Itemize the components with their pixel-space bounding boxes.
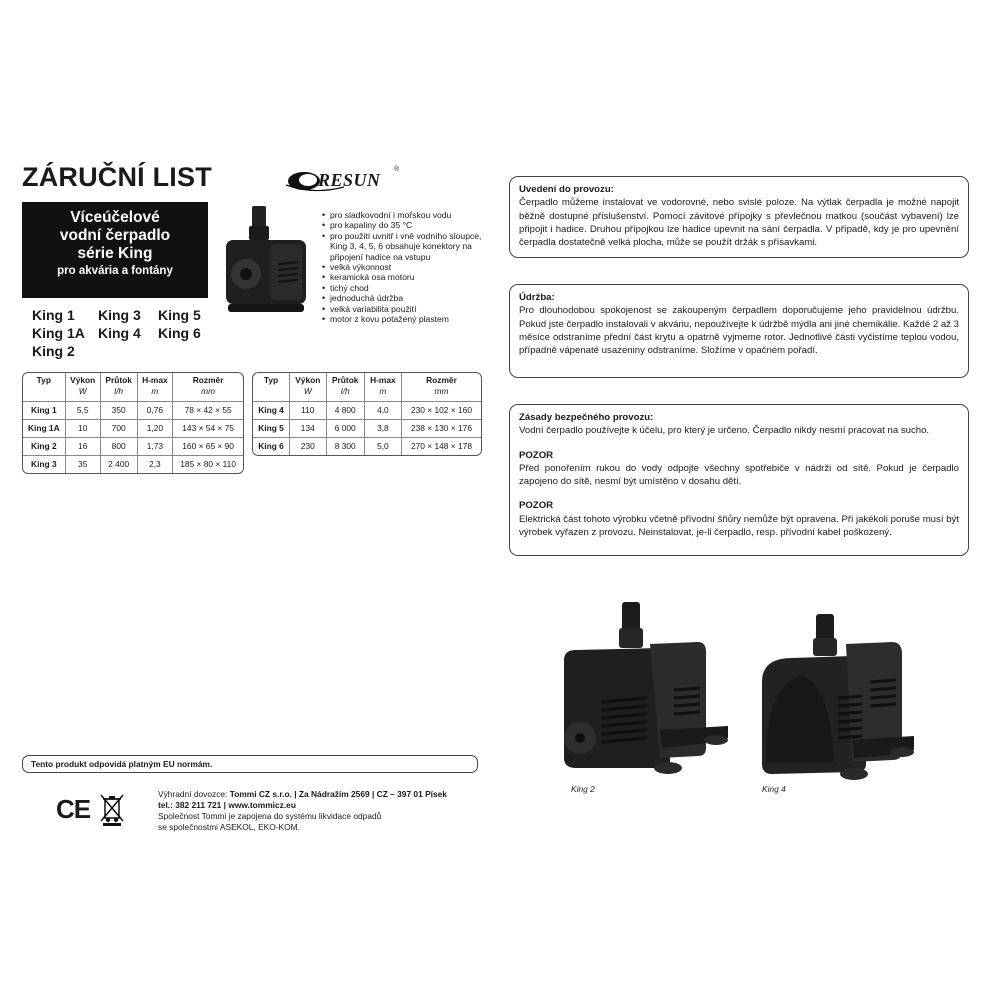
cell-type: King 3 [23,455,65,473]
importer-label: Výhradní dovozce: [158,789,230,799]
cell-flow: 350 [100,401,137,419]
table-row [23,419,243,437]
cell-hmax: 3,8 [364,419,401,437]
cell-type: King 1 [23,401,65,419]
pump-image-small [222,204,314,322]
cell-size: 230 × 102 × 160 [401,401,481,419]
table-row [23,455,243,473]
caption-king2: King 2 [571,784,595,794]
cell-type: King 4 [253,401,290,419]
importer-company: Tommi CZ s.r.o. | Za Nádražím 2569 | CZ – 397 01 Písek [229,789,447,799]
model-king-5: King 5 [158,307,201,323]
model-king-1a: King 1A [32,325,85,341]
importer-info [158,789,488,833]
feature-item: • keramická osa motoru [322,272,490,282]
feature-item: • velká variabilita použití [322,304,490,314]
feature-item: • pro kapaliny do 35 °C [322,220,490,230]
recycling-note-2: se společnostmi ASEKOL, EKO-KOM. [158,822,300,832]
cell-flow: 700 [100,419,137,437]
cell-power: 5,5 [65,401,100,419]
cell-flow: 6 000 [326,419,364,437]
table-row [23,437,243,455]
cell-size: 270 × 148 × 178 [401,437,481,455]
warning-heading: POZOR [519,449,554,461]
product-title-line2: vodní čerpadlo [59,227,171,244]
warning-heading: POZOR [519,500,554,512]
section-heading: Údržba: [519,292,555,303]
spec-table-left [22,372,244,474]
section-heading: Zásady bezpečného provozu: [519,412,654,423]
cell-power: 230 [290,437,327,455]
cell-hmax: 1,73 [137,437,173,455]
cell-power: 10 [65,419,100,437]
feature-item: • tichý chod [322,283,490,293]
product-subtitle: pro akvária a fontány [57,265,173,277]
col-header-size: Rozměr mm [173,373,243,401]
section-text: Vodní čerpadlo používejte k účelu, pro který je určeno. Čerpadlo nikdy nesmí pracovat na sucho. [519,425,930,437]
logo-registered: ® [394,166,400,173]
feature-list [322,210,490,324]
warning-text: Elektrická část tohoto výrobku včetně přívodní šňůry nemůže být opravena. Při jakékoli poruše musí být výrobek vyřazen z provozu. Neinstalovat, je-li čerpadlo, resp. přívodní kabel poškozený. [519,513,959,539]
cell-size: 185 × 80 × 110 [173,455,243,473]
importer-contact: tel.: 382 211 721 | www.tommicz.eu [158,800,296,810]
col-header-flow: Průtok l/h [100,373,137,401]
cell-size: 238 × 130 × 176 [401,419,481,437]
col-header-type: Typ [36,375,51,385]
cell-power: 134 [290,419,327,437]
cell-flow: 8 300 [326,437,364,455]
table-row [253,419,481,437]
product-title-box [22,202,208,298]
startup-section [509,176,969,258]
logo-text: RESUN [318,170,381,190]
table-row [253,437,481,455]
col-header-hmax: H-max m [137,373,173,401]
product-title-line3: série King [77,245,153,262]
model-king-3: King 3 [98,307,141,323]
cell-hmax: 4,0 [364,401,401,419]
warning-text: Před ponořením rukou do vody odpojte všechny spotřebiče v nádrži od sítě. Pokud je čerpadlo zapojeno do sítě, nesmí být umístěno v dosahu dětí. [519,462,959,488]
spec-table-right [252,372,482,456]
cell-power: 35 [65,455,100,473]
page-title: ZÁRUČNÍ LIST [22,162,212,192]
col-header-power: Výkon W [65,373,100,401]
cell-flow: 800 [100,437,137,455]
cell-type: King 5 [253,419,290,437]
cell-type: King 1A [23,419,65,437]
feature-item: • pro sladkovodní i mořskou vodu [322,210,490,220]
eu-compliance-note: Tento produkt odpovídá platným EU normám. [22,755,478,773]
ce-mark-icon: CE [56,794,91,824]
weee-bin-icon [100,793,124,827]
model-king-2: King 2 [32,343,75,359]
feature-item: • jednoduchá údržba [322,293,490,303]
col-header-power: Výkon W [290,373,327,401]
col-header-flow: Průtok l/h [326,373,364,401]
feature-item: • velká výkonnost [322,262,490,272]
model-king-1: King 1 [32,307,75,323]
cell-size: 78 × 42 × 55 [173,401,243,419]
pump-image-king2 [550,598,732,780]
cell-size: 143 × 54 × 75 [173,419,243,437]
cell-hmax: 0,76 [137,401,173,419]
pump-image-king4 [742,612,918,784]
feature-item: • pro použití uvnitř i vně vodního sloupce, King 3, 4, 5, 6 obsahuje konektory na připojení hadice na vstupu [322,231,490,262]
model-king-4: King 4 [98,325,141,341]
col-header-type: Typ [263,375,279,385]
cell-hmax: 1,20 [137,419,173,437]
table-row [253,401,481,419]
cell-hmax: 2,3 [137,455,173,473]
model-king-6: King 6 [158,325,201,341]
col-header-hmax: H-max m [364,373,401,401]
product-title-line1: Víceúčelové [70,209,160,226]
caption-king4: King 4 [762,784,786,794]
col-header-size: Rozměr mm [401,373,481,401]
cell-power: 110 [290,401,327,419]
cell-hmax: 5,0 [364,437,401,455]
cell-size: 160 × 65 × 90 [173,437,243,455]
feature-item: • motor z kovu potažený plastem [322,314,490,324]
cell-power: 16 [65,437,100,455]
maintenance-section [509,284,969,378]
table-row [23,401,243,419]
cell-type: King 6 [253,437,290,455]
section-text: Pro dlouhodobou spokojenost se zakoupeným čerpadlem doporučujeme jeho pravidelnou údržbu. Pokud jste čerpadlo instalovali v akváriu, nepoužívejte k údržbě mýdla ani jiné chemikálie. Každé 2 až 3 měsíce odstraníme přední část krytu a opatrně vyjmeme rotor. Jednotlivé části vyčistíme teplou vodou, případně vápenaté usazeniny odstraníme. Složíme v opačném pořadí. [519,305,959,357]
cell-flow: 4 800 [326,401,364,419]
section-heading: Uvedení do provozu: [519,184,614,195]
cell-type: King 2 [23,437,65,455]
section-text: Čerpadlo můžeme instalovat ve vodorovné, nebo svislé poloze. Na výtlak čerpadla je možné napojit běžně dostupné příslušenství. Pomocí závitové přípojky s převlečnou matkou (součást vybavení) lze připojit i hadice. Druhou přípojkou lze hadice upevnit na sání čerpadla. V případě, kdy je pro upevnění čerpadla dostatečně velká plocha, může se použít držák s přísavkami. [519,197,959,249]
cell-flow: 2 400 [100,455,137,473]
safety-section [509,404,969,556]
recycling-note-1: Společnost Tommi je zapojena do systému likvidace odpadů [158,811,382,821]
